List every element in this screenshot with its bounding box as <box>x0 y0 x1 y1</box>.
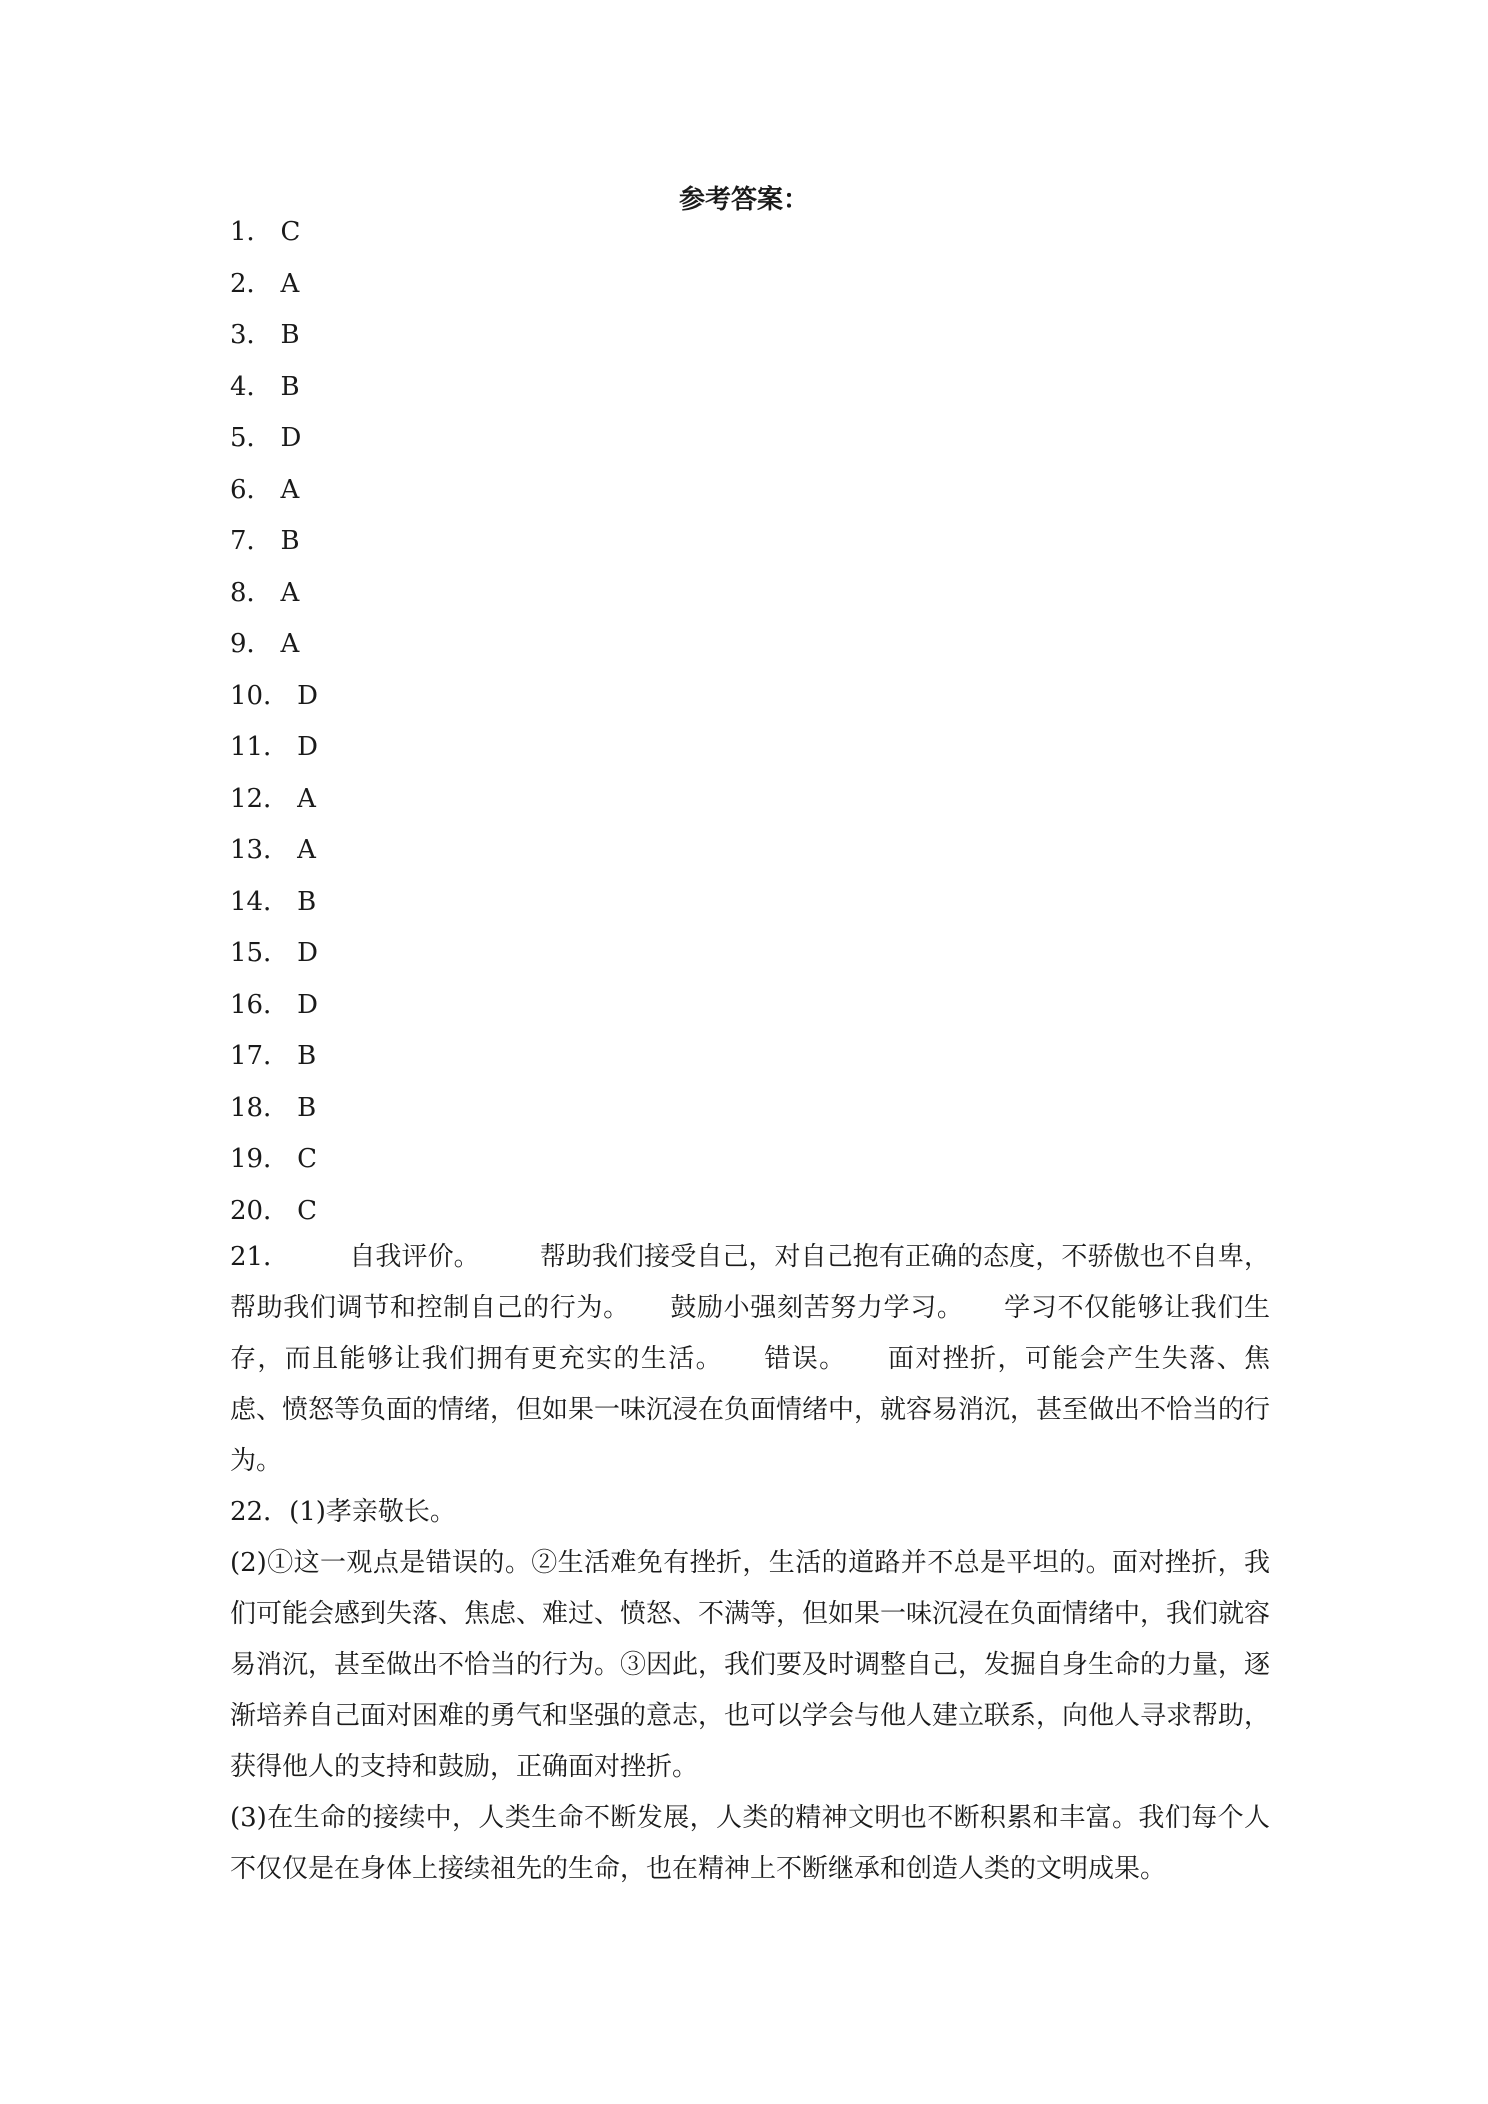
answer-row <box>230 1036 1270 1088</box>
answer-row <box>230 882 1270 934</box>
answer-part: 鼓励小强刻苦努力学习。 <box>669 1293 964 1323</box>
answer-row <box>230 367 1270 419</box>
answer-row <box>230 315 1270 367</box>
answer-letter: A <box>280 577 300 608</box>
answer-part: 自我评价。 <box>349 1242 480 1272</box>
answer-row <box>230 1088 1270 1140</box>
question-22-part-3: (3)在生命的接续中，人类生命不断发展，人类的精神文明也不断积累和丰富。我们每个人不仅仅是在身体上接续祖先的生命，也在精神上不断继承和创造人类的文明成果。 <box>230 1803 1270 1884</box>
answer-list <box>230 212 1270 1242</box>
answer-part: 面对挫折，可能会产生失落、焦虑、愤怒等负面的情绪，但如果一味沉浸在负面情绪中，就容易消沉，甚至做出不恰当的行为。 <box>230 1344 1271 1476</box>
question-22-part-1: 22．(1)孝亲敬长。 <box>230 1497 456 1527</box>
answer-letter: B <box>280 320 300 350</box>
answer-letter: A <box>280 268 300 299</box>
answer-letter: B <box>280 371 300 402</box>
answer-number: 4． <box>230 371 273 402</box>
answer-letter: C <box>297 1195 317 1226</box>
answer-letter: D <box>297 732 318 762</box>
answer-letter: B <box>297 1092 317 1123</box>
answer-row <box>230 573 1270 625</box>
answer-row <box>230 676 1270 728</box>
answer-letter: A <box>280 474 300 505</box>
answer-number: 11． <box>230 732 290 762</box>
answer-row <box>230 470 1270 522</box>
answer-row <box>230 1139 1270 1191</box>
answer-letter: B <box>297 886 317 917</box>
answer-part: 帮助我们接受自己，对自己抱有正确的态度，不骄傲也不自卑，帮助我们调节和控制自己的行为。 <box>230 1242 1270 1323</box>
question-22-part-2: (2)①这一观点是错误的。②生活难免有挫折，生活的道路并不总是平坦的。面对挫折，我们可能会感到失落、焦虑、难过、愤怒、不满等，但如果一味沉浸在负面情绪中，我们就容易消沉，甚至做出不恰当的行为。③因此，我们要及时调整自己，发掘自身生命的力量，逐渐培养自己面对困难的勇气和坚强的意志，也可以学会与他人建立联系，向他人寻求帮助，获得他人的支持和鼓励，正确面对挫折。 <box>230 1548 1271 1782</box>
answer-number: 8． <box>230 577 273 608</box>
answer-letter: D <box>297 680 318 711</box>
page-title: 参考答案： <box>678 185 809 215</box>
answer-row <box>230 779 1270 831</box>
answer-letter: D <box>297 938 318 968</box>
answer-number: 5． <box>230 423 273 453</box>
answer-number: 12． <box>230 783 290 814</box>
answer-row <box>230 212 1270 264</box>
answer-row <box>230 830 1270 882</box>
answer-number: 14． <box>230 886 290 917</box>
answer-number: 6． <box>230 474 273 505</box>
answer-number: 16． <box>230 989 290 1020</box>
answer-letter: A <box>297 783 316 814</box>
answer-row <box>230 418 1270 470</box>
answer-letter: C <box>280 217 301 247</box>
answer-row <box>230 727 1270 779</box>
question-22-answer <box>230 1487 1270 1895</box>
answer-row <box>230 521 1270 573</box>
question-21-answer <box>230 1232 1270 1487</box>
question-number: 21． <box>230 1242 290 1272</box>
answer-letter: A <box>280 629 300 659</box>
answer-row <box>230 624 1270 676</box>
answer-letter: D <box>280 423 302 453</box>
answer-number: 2． <box>230 268 273 299</box>
answer-row <box>230 264 1270 316</box>
answer-number: 19． <box>230 1144 290 1174</box>
answer-number: 7． <box>230 526 273 556</box>
answer-number: 10． <box>230 680 290 711</box>
answer-number: 17． <box>230 1041 290 1071</box>
answer-letter: C <box>297 1144 317 1174</box>
answer-number: 15． <box>230 938 290 968</box>
answer-number: 18． <box>230 1092 290 1123</box>
answer-number: 20． <box>230 1195 290 1226</box>
answer-row <box>230 933 1270 985</box>
answer-letter: D <box>297 989 318 1020</box>
answer-row <box>230 985 1270 1037</box>
answer-part: 错误。 <box>762 1344 847 1374</box>
answer-number: 3． <box>230 320 273 350</box>
answer-letter: A <box>297 835 316 865</box>
answer-letter: B <box>280 526 300 556</box>
answer-number: 9． <box>230 629 273 659</box>
answer-number: 1． <box>230 217 273 247</box>
answer-number: 13． <box>230 835 290 865</box>
answer-part: 学习不仅能够让我们生存，而且能够让我们拥有更充实的生活。 <box>230 1293 1270 1374</box>
answer-letter: B <box>297 1041 317 1071</box>
